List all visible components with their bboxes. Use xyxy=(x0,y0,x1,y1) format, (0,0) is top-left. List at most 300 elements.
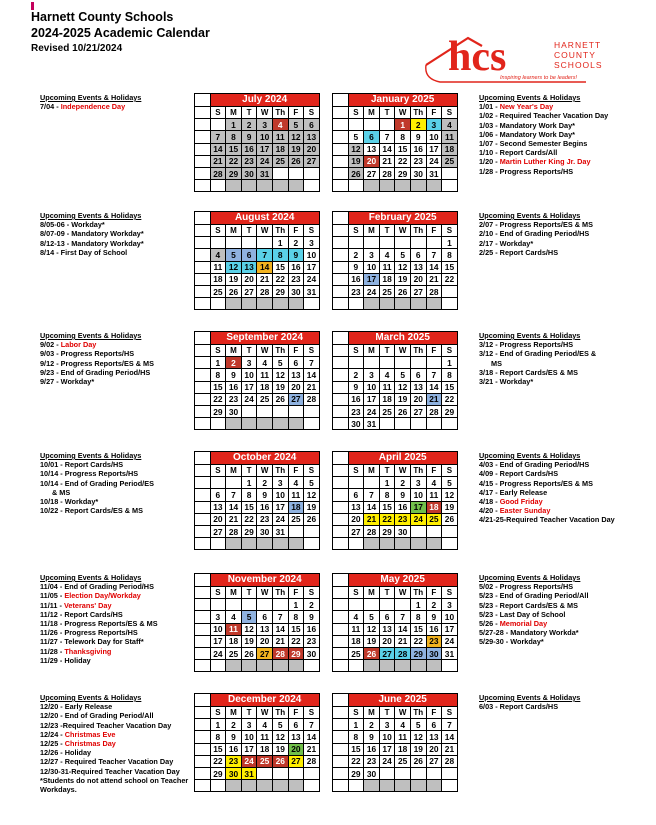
day-cell: 3 xyxy=(410,477,426,489)
day-cell: 13 xyxy=(410,261,426,273)
day-cell xyxy=(288,167,304,179)
day-cell: 28 xyxy=(379,167,395,179)
calendar-spacer-cell xyxy=(333,743,349,755)
event-item xyxy=(479,229,593,238)
weekday-header: M xyxy=(226,225,242,237)
event-text: 7/04 - xyxy=(40,102,61,112)
month-calendar xyxy=(332,693,458,792)
day-cell: 13 xyxy=(426,731,442,743)
weekday-header: W xyxy=(257,707,273,719)
day-cell: 15 xyxy=(442,381,458,393)
weekday-header: S xyxy=(348,345,364,357)
event-item xyxy=(479,220,593,229)
event-item xyxy=(40,229,144,238)
events-title: Upcoming Events & Holidays xyxy=(479,573,581,582)
event-text: 12/27 - Required Teacher Vacation Day xyxy=(40,757,174,767)
page-header xyxy=(31,9,210,56)
day-cell xyxy=(272,167,288,179)
events-title: Upcoming Events & Holidays xyxy=(479,211,581,220)
day-cell: 1 xyxy=(442,237,458,249)
day-cell: 25 xyxy=(379,285,395,297)
day-cell xyxy=(210,237,226,249)
day-cell xyxy=(395,767,411,779)
day-cell: 5 xyxy=(241,611,257,623)
day-cell: 24 xyxy=(379,755,395,767)
day-cell: 28 xyxy=(364,525,380,537)
event-text: 11/04 - End of Grading Period/HS xyxy=(40,582,154,592)
day-cell-empty xyxy=(304,780,320,792)
event-text: 2/07 - Progress Reports/ES & MS xyxy=(479,220,593,230)
day-cell xyxy=(288,405,304,417)
event-item xyxy=(479,515,615,524)
day-cell xyxy=(348,477,364,489)
day-cell: 16 xyxy=(304,623,320,635)
day-cell: 29 xyxy=(288,647,304,659)
day-cell: 7 xyxy=(304,719,320,731)
day-cell: 14 xyxy=(426,261,442,273)
day-cell: 1 xyxy=(226,119,242,131)
day-cell: 24 xyxy=(304,273,320,285)
day-cell-empty xyxy=(379,780,395,792)
day-cell: 29 xyxy=(241,525,257,537)
weekday-header: S xyxy=(304,465,320,477)
day-cell: 20 xyxy=(288,381,304,393)
event-text: 5/27-28 - Mandatory Workda* xyxy=(479,628,579,638)
weekday-header: S xyxy=(348,587,364,599)
day-cell: 14 xyxy=(379,143,395,155)
day-cell: 25 xyxy=(288,513,304,525)
day-cell: 8 xyxy=(210,369,226,381)
day-cell: 3 xyxy=(304,237,320,249)
month-calendar xyxy=(194,573,320,672)
day-cell: 14 xyxy=(426,381,442,393)
event-text: 10/14 - End of Grading Period/ES xyxy=(40,478,154,488)
logo-tagline: Inspiring learners to be leaders! xyxy=(500,75,578,81)
calendar-spacer-cell xyxy=(195,143,211,155)
day-cell: 24 xyxy=(210,647,226,659)
weekday-header: S xyxy=(304,225,320,237)
day-cell xyxy=(395,599,411,611)
weekday-header: F xyxy=(288,107,304,119)
calendar-spacer-cell xyxy=(333,393,349,405)
weekday-header: Th xyxy=(272,225,288,237)
event-text: 5/23 - Report Cards/ES & MS xyxy=(479,600,578,610)
day-cell xyxy=(241,599,257,611)
events-title: Upcoming Events & Holidays xyxy=(40,693,142,702)
events-title: Upcoming Events & Holidays xyxy=(40,451,142,460)
day-cell: 9 xyxy=(395,489,411,501)
day-cell xyxy=(364,599,380,611)
day-cell-empty xyxy=(348,780,364,792)
calendar-spacer-cell xyxy=(333,155,349,167)
day-cell: 21 xyxy=(304,743,320,755)
events-title: Upcoming Events & Holidays xyxy=(479,693,581,702)
day-cell: 29 xyxy=(379,525,395,537)
event-item xyxy=(40,785,188,794)
day-cell: 29 xyxy=(226,167,242,179)
event-text: 12/26 - Holiday xyxy=(40,748,92,758)
day-cell: 2 xyxy=(426,599,442,611)
day-cell: 26 xyxy=(241,647,257,659)
event-text: 3/21 - Workday* xyxy=(479,377,534,387)
event-text: 6/03 - Report Cards/HS xyxy=(479,702,559,712)
weekday-header: S xyxy=(210,225,226,237)
day-cell: 26 xyxy=(272,393,288,405)
events-list xyxy=(479,331,596,386)
day-cell: 24 xyxy=(257,155,273,167)
day-cell: 17 xyxy=(426,143,442,155)
month-title: August 2024 xyxy=(210,212,319,225)
day-cell: 21 xyxy=(364,513,380,525)
logo-name-line3: SCHOOLS xyxy=(554,60,603,70)
day-cell: 17 xyxy=(304,261,320,273)
day-cell: 7 xyxy=(210,131,226,143)
day-cell: 19 xyxy=(272,381,288,393)
month-calendar xyxy=(332,331,458,430)
day-cell: 1 xyxy=(348,719,364,731)
day-cell: 10 xyxy=(210,623,226,635)
events-list xyxy=(479,211,593,257)
events-list xyxy=(479,573,588,647)
day-cell: 25 xyxy=(395,755,411,767)
day-cell: 10 xyxy=(442,611,458,623)
event-text: & MS xyxy=(52,487,71,497)
day-cell: 15 xyxy=(226,143,242,155)
day-cell: 19 xyxy=(226,273,242,285)
day-cell: 5 xyxy=(272,719,288,731)
day-cell: 30 xyxy=(348,418,364,430)
day-cell xyxy=(364,477,380,489)
day-cell: 20 xyxy=(364,155,380,167)
event-holiday-text: Labor Day xyxy=(60,340,97,350)
day-cell: 30 xyxy=(288,285,304,297)
calendar-spacer-cell xyxy=(333,587,349,599)
day-cell: 11 xyxy=(288,489,304,501)
calendar-spacer-cell xyxy=(333,623,349,635)
day-cell xyxy=(426,418,442,430)
month-title: June 2025 xyxy=(348,694,457,707)
day-cell: 27 xyxy=(288,755,304,767)
calendar-spacer-cell xyxy=(333,513,349,525)
day-cell xyxy=(442,285,458,297)
event-text: 5/02 - Progress Reports/HS xyxy=(479,582,574,592)
event-holiday-text: Good Friday xyxy=(499,497,543,507)
weekday-header: F xyxy=(426,587,442,599)
day-cell: 8 xyxy=(348,731,364,743)
weekday-header: S xyxy=(210,587,226,599)
day-cell: 20 xyxy=(288,743,304,755)
day-cell: 6 xyxy=(304,119,320,131)
event-holiday-text: Election Day/Workday xyxy=(64,591,141,601)
event-text: 9/02 - xyxy=(40,340,61,350)
day-cell: 1 xyxy=(395,119,411,131)
event-text: 4/03 - End of Grading Period/HS xyxy=(479,460,590,470)
day-cell-empty xyxy=(442,538,458,550)
calendar-spacer-cell xyxy=(333,261,349,273)
day-cell: 26 xyxy=(226,285,242,297)
weekday-header: F xyxy=(426,707,442,719)
event-item xyxy=(40,637,158,646)
day-cell: 23 xyxy=(226,393,242,405)
calendar-spacer-cell xyxy=(195,405,211,417)
day-cell-empty xyxy=(426,780,442,792)
day-cell: 21 xyxy=(257,273,273,285)
day-cell: 30 xyxy=(364,767,380,779)
day-cell: 19 xyxy=(395,393,411,405)
day-cell: 10 xyxy=(364,381,380,393)
event-item xyxy=(40,377,154,386)
events-list xyxy=(479,693,580,711)
calendar-spacer-cell xyxy=(195,167,211,179)
day-cell: 22 xyxy=(348,755,364,767)
day-cell: 16 xyxy=(348,393,364,405)
event-text: 4/21-25-Required Teacher Vacation Day xyxy=(479,515,615,525)
day-cell: 15 xyxy=(348,743,364,755)
day-cell: 9 xyxy=(348,261,364,273)
day-cell: 5 xyxy=(395,369,411,381)
day-cell: 17 xyxy=(241,381,257,393)
day-cell: 26 xyxy=(395,285,411,297)
day-cell xyxy=(364,237,380,249)
day-cell: 28 xyxy=(442,755,458,767)
calendar-spacer-cell xyxy=(195,587,211,599)
weekday-header: F xyxy=(426,107,442,119)
calendar-spacer-cell xyxy=(195,694,211,707)
event-holiday-text: New Year's Day xyxy=(499,102,554,112)
weekday-header: S xyxy=(210,707,226,719)
day-cell: 17 xyxy=(379,743,395,755)
day-cell: 22 xyxy=(210,755,226,767)
day-cell: 27 xyxy=(410,285,426,297)
event-item xyxy=(479,601,588,610)
day-cell: 2 xyxy=(226,719,242,731)
event-item xyxy=(40,757,188,766)
event-text: 1/20 - xyxy=(479,157,500,167)
day-cell-empty xyxy=(241,660,257,672)
event-holiday-text: Christmas Eve xyxy=(64,729,116,739)
day-cell: 15 xyxy=(442,261,458,273)
day-cell-empty xyxy=(226,780,242,792)
calendar-spacer-cell xyxy=(195,647,211,659)
day-cell-empty xyxy=(348,180,364,192)
day-cell: 28 xyxy=(226,525,242,537)
day-cell: 19 xyxy=(304,501,320,513)
day-cell: 27 xyxy=(210,525,226,537)
month-title: October 2024 xyxy=(210,452,319,465)
day-cell: 10 xyxy=(410,489,426,501)
day-cell: 24 xyxy=(364,405,380,417)
weekday-header: M xyxy=(364,707,380,719)
day-cell: 22 xyxy=(410,635,426,647)
day-cell: 7 xyxy=(364,489,380,501)
day-cell: 16 xyxy=(241,143,257,155)
day-cell: 25 xyxy=(272,155,288,167)
day-cell-empty xyxy=(272,180,288,192)
day-cell xyxy=(410,525,426,537)
events-title: Upcoming Events & Holidays xyxy=(479,451,581,460)
weekday-header: M xyxy=(226,465,242,477)
day-cell-empty xyxy=(257,538,273,550)
event-item xyxy=(40,656,158,665)
day-cell: 2 xyxy=(410,119,426,131)
event-text: 5/26 - xyxy=(479,619,500,629)
weekday-header: Th xyxy=(410,465,426,477)
calendar-spacer-cell xyxy=(333,719,349,731)
day-cell-empty xyxy=(241,780,257,792)
day-cell: 10 xyxy=(364,261,380,273)
day-cell: 31 xyxy=(426,167,442,179)
day-cell: 18 xyxy=(257,743,273,755)
day-cell: 15 xyxy=(210,381,226,393)
day-cell: 26 xyxy=(395,405,411,417)
calendar-spacer-cell xyxy=(195,107,211,119)
events-list xyxy=(40,93,141,111)
day-cell xyxy=(348,237,364,249)
day-cell: 22 xyxy=(442,393,458,405)
day-cell: 30 xyxy=(226,767,242,779)
day-cell: 11 xyxy=(379,261,395,273)
event-text: Workdays. xyxy=(40,785,77,795)
event-text: 9/27 - Workday* xyxy=(40,377,95,387)
day-cell: 23 xyxy=(288,273,304,285)
event-item xyxy=(479,111,608,120)
day-cell: 18 xyxy=(395,743,411,755)
event-item xyxy=(40,730,188,739)
event-item xyxy=(40,469,154,478)
month-calendar xyxy=(194,693,320,792)
event-text: 11/26 - Progress Reports/HS xyxy=(40,628,138,638)
day-cell: 3 xyxy=(272,477,288,489)
day-cell: 1 xyxy=(272,237,288,249)
event-text: 10/22 - Report Cards/ES & MS xyxy=(40,506,143,516)
day-cell-empty xyxy=(288,298,304,310)
day-cell: 23 xyxy=(241,155,257,167)
day-cell-empty xyxy=(241,180,257,192)
events-title: Upcoming Events & Holidays xyxy=(40,331,142,340)
day-cell: 10 xyxy=(241,731,257,743)
day-cell: 30 xyxy=(395,525,411,537)
event-text: 5/23 - Last Day of School xyxy=(479,609,566,619)
event-text: 9/12 - Progress Reports/ES & MS xyxy=(40,358,154,368)
day-cell xyxy=(379,599,395,611)
weekday-header: M xyxy=(226,345,242,357)
day-cell: 20 xyxy=(241,273,257,285)
event-text: 9/03 - Progress Reports/HS xyxy=(40,349,135,359)
day-cell xyxy=(304,525,320,537)
day-cell: 25 xyxy=(379,405,395,417)
weekday-header: M xyxy=(364,225,380,237)
month-title: July 2024 xyxy=(210,94,319,107)
day-cell: 6 xyxy=(348,489,364,501)
event-item xyxy=(40,619,158,628)
day-cell: 9 xyxy=(304,611,320,623)
event-text: 4/09 - Report Cards/HS xyxy=(479,469,559,479)
day-cell: 3 xyxy=(442,599,458,611)
day-cell: 14 xyxy=(226,501,242,513)
day-cell: 28 xyxy=(304,755,320,767)
event-item xyxy=(40,582,158,591)
day-cell: 22 xyxy=(241,513,257,525)
event-text: 11/11 - xyxy=(40,600,64,610)
event-text: 1/02 - Required Teacher Vacation Day xyxy=(479,111,609,121)
day-cell: 10 xyxy=(379,731,395,743)
event-item xyxy=(479,121,608,130)
calendar-spacer-cell xyxy=(195,249,211,261)
event-holiday-text: Independence Day xyxy=(60,102,126,112)
weekday-header: M xyxy=(226,707,242,719)
weekday-header: F xyxy=(288,345,304,357)
day-cell: 9 xyxy=(410,131,426,143)
day-cell: 13 xyxy=(304,131,320,143)
day-cell: 31 xyxy=(241,767,257,779)
day-cell: 2 xyxy=(241,119,257,131)
day-cell-empty xyxy=(379,660,395,672)
calendar-spacer-cell xyxy=(195,719,211,731)
day-cell: 22 xyxy=(210,393,226,405)
day-cell-empty xyxy=(395,780,411,792)
calendar-spacer-cell xyxy=(195,225,211,237)
day-cell xyxy=(241,237,257,249)
events-title: Upcoming Events & Holidays xyxy=(40,573,142,582)
day-cell-empty xyxy=(210,298,226,310)
day-cell: 15 xyxy=(395,143,411,155)
day-cell-empty xyxy=(288,660,304,672)
day-cell-empty xyxy=(288,180,304,192)
events-list xyxy=(40,693,188,794)
day-cell-empty xyxy=(348,538,364,550)
day-cell xyxy=(410,418,426,430)
day-cell xyxy=(379,237,395,249)
day-cell xyxy=(442,767,458,779)
day-cell: 19 xyxy=(272,743,288,755)
day-cell: 15 xyxy=(379,501,395,513)
day-cell: 6 xyxy=(410,369,426,381)
day-cell-empty xyxy=(226,180,242,192)
day-cell: 18 xyxy=(379,393,395,405)
day-cell: 20 xyxy=(379,635,395,647)
event-text: MS xyxy=(491,358,502,368)
event-text: 12/25 - xyxy=(40,739,65,749)
calendar-spacer-cell xyxy=(195,525,211,537)
day-cell: 15 xyxy=(241,501,257,513)
calendar-spacer-cell xyxy=(195,767,211,779)
day-cell: 19 xyxy=(241,635,257,647)
events-title: Upcoming Events & Holidays xyxy=(40,211,142,220)
event-text: 11/27 - Telework Day for Staff* xyxy=(40,637,144,647)
weekday-header: S xyxy=(348,465,364,477)
day-cell: 29 xyxy=(410,647,426,659)
calendar-spacer-cell xyxy=(333,465,349,477)
day-cell-empty xyxy=(304,180,320,192)
event-item xyxy=(479,377,596,386)
day-cell-empty xyxy=(304,298,320,310)
day-cell: 8 xyxy=(395,131,411,143)
weekday-header: S xyxy=(348,707,364,719)
month-title: March 2025 xyxy=(348,332,457,345)
day-cell: 2 xyxy=(395,477,411,489)
calendar-spacer-cell xyxy=(195,538,211,550)
day-cell: 10 xyxy=(241,369,257,381)
weekday-header: T xyxy=(241,587,257,599)
day-cell: 4 xyxy=(257,357,273,369)
calendar-spacer-cell xyxy=(195,94,211,107)
calendar-spacer-cell xyxy=(333,452,349,465)
weekday-header: T xyxy=(379,345,395,357)
day-cell xyxy=(426,525,442,537)
event-item xyxy=(40,220,144,229)
weekday-header: W xyxy=(257,465,273,477)
day-cell: 6 xyxy=(364,131,380,143)
